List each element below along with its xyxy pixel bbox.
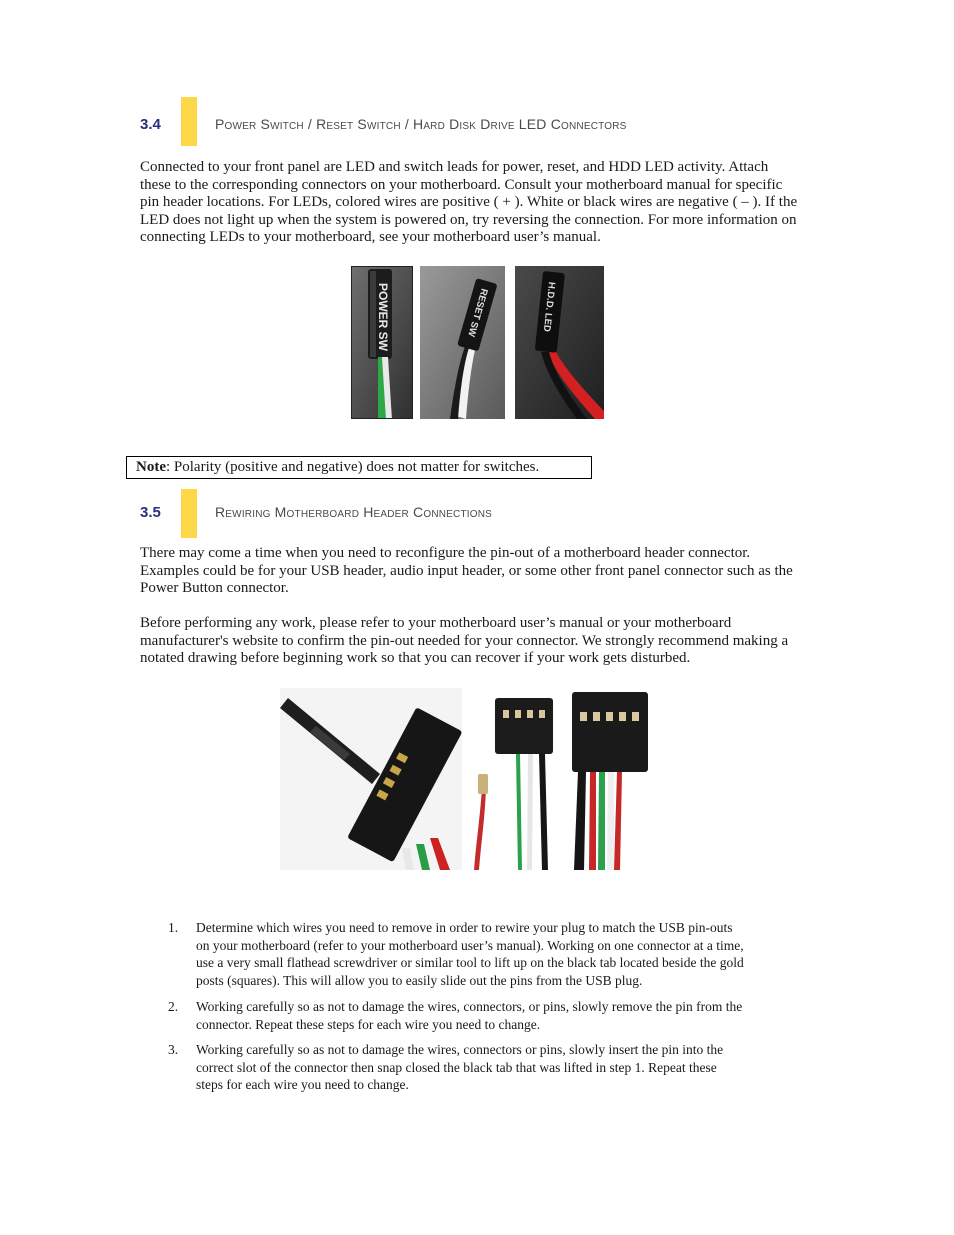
step-1-number: 1. — [168, 920, 179, 935]
step-3-text — [196, 1041, 723, 1094]
step-line: use a very small flathead screwdriver or similar tool to lift up on the black tab located beside the gold — [196, 955, 744, 971]
note-label: Note — [136, 459, 166, 475]
reset-sw-label: RESET SW — [465, 287, 490, 338]
step-1-text — [196, 919, 744, 989]
step-2-number: 2. — [168, 999, 179, 1014]
step-line: on your motherboard (refer to your motherboard user’s manual). Working on one connector at a time, — [196, 937, 744, 953]
section-3-5-paragraph-2 — [140, 615, 788, 668]
step-line: connector. Repeat these steps for each wire you need to change. — [196, 1016, 541, 1032]
usb-connector-pin-removed-photo — [462, 688, 557, 870]
paragraph-line: Examples could be for your USB header, audio input header, or some other front panel connector such as the — [140, 562, 793, 579]
hdd-led-connector-photo — [515, 266, 604, 419]
paragraph-line: notated drawing before beginning work so that you can recover if your work gets disturbed. — [140, 650, 691, 667]
step-2-text — [196, 998, 742, 1033]
power-sw-label: POWER SW — [376, 283, 390, 351]
paragraph-line: Before performing any work, please refer to your motherboard user’s manual or your motherboard — [140, 615, 732, 631]
section-3-4-title: Power Switch / Reset Switch / Hard Disk Drive LED Connectors — [215, 116, 627, 132]
step-line: Determine which wires you need to remove in order to rewire your plug to match the USB pin-outs — [196, 920, 733, 935]
step-line: Working carefully so as not to damage the wires, connectors, or pins, slowly remove the pin from the — [196, 999, 743, 1014]
paragraph-line: pin header locations. For LEDs, colored wires are positive ( + ). White or black wires are negative ( – ). If the — [140, 194, 798, 211]
paragraph-line: manufacturer's website to confirm the pin-out needed for your connector. We strongly recommend making a — [140, 632, 789, 649]
hdd-led-label: H.D.D. LED — [540, 281, 558, 333]
section-3-5-accent-bar — [181, 489, 197, 538]
paragraph-line: There may come a time when you need to reconfigure the pin-out of a motherboard header connector. — [140, 545, 751, 561]
section-3-4-paragraph — [140, 159, 797, 247]
paragraph-line: Power Button connector. — [140, 580, 289, 597]
note-text: : Polarity (positive and negative) does not matter for switches. — [166, 459, 540, 475]
usb-connector-complete-photo — [568, 688, 650, 870]
reset-sw-connector-photo — [420, 266, 505, 419]
section-3-5-title: Rewiring Motherboard Header Connections — [215, 504, 493, 520]
step-line: correct slot of the connector then snap closed the black tab that was lifted in step 1. Repeat these — [196, 1059, 717, 1075]
step-line: posts (squares). This will allow you to easily slide out the pins from the USB plug. — [196, 972, 643, 988]
section-3-4-accent-bar — [181, 97, 197, 146]
paragraph-line: Connected to your front panel are LED and switch leads for power, reset, and HDD LED activity. Attach — [140, 159, 769, 175]
paragraph-line: these to the corresponding connectors on your motherboard. Consult your motherboard manual for specific — [140, 176, 783, 193]
paragraph-line: LED does not light up when the system is powered on, try reversing the connection. For more information on — [140, 211, 797, 228]
step-line: steps for each wire you need to change. — [196, 1077, 409, 1093]
step-line: Working carefully so as not to damage the wires, connectors or pins, slowly insert the pin into the — [196, 1042, 724, 1057]
screwdriver-lifting-tab-photo — [280, 688, 463, 870]
paragraph-line: connecting LEDs to your motherboard, see your motherboard user’s manual. — [140, 229, 601, 246]
section-3-5-paragraph-1 — [140, 545, 793, 598]
section-3-4-number: 3.4 — [140, 116, 161, 133]
step-3-number: 3. — [168, 1042, 179, 1057]
section-3-5-number: 3.5 — [140, 504, 161, 521]
power-sw-connector-photo — [351, 266, 413, 419]
note-box — [126, 456, 592, 479]
